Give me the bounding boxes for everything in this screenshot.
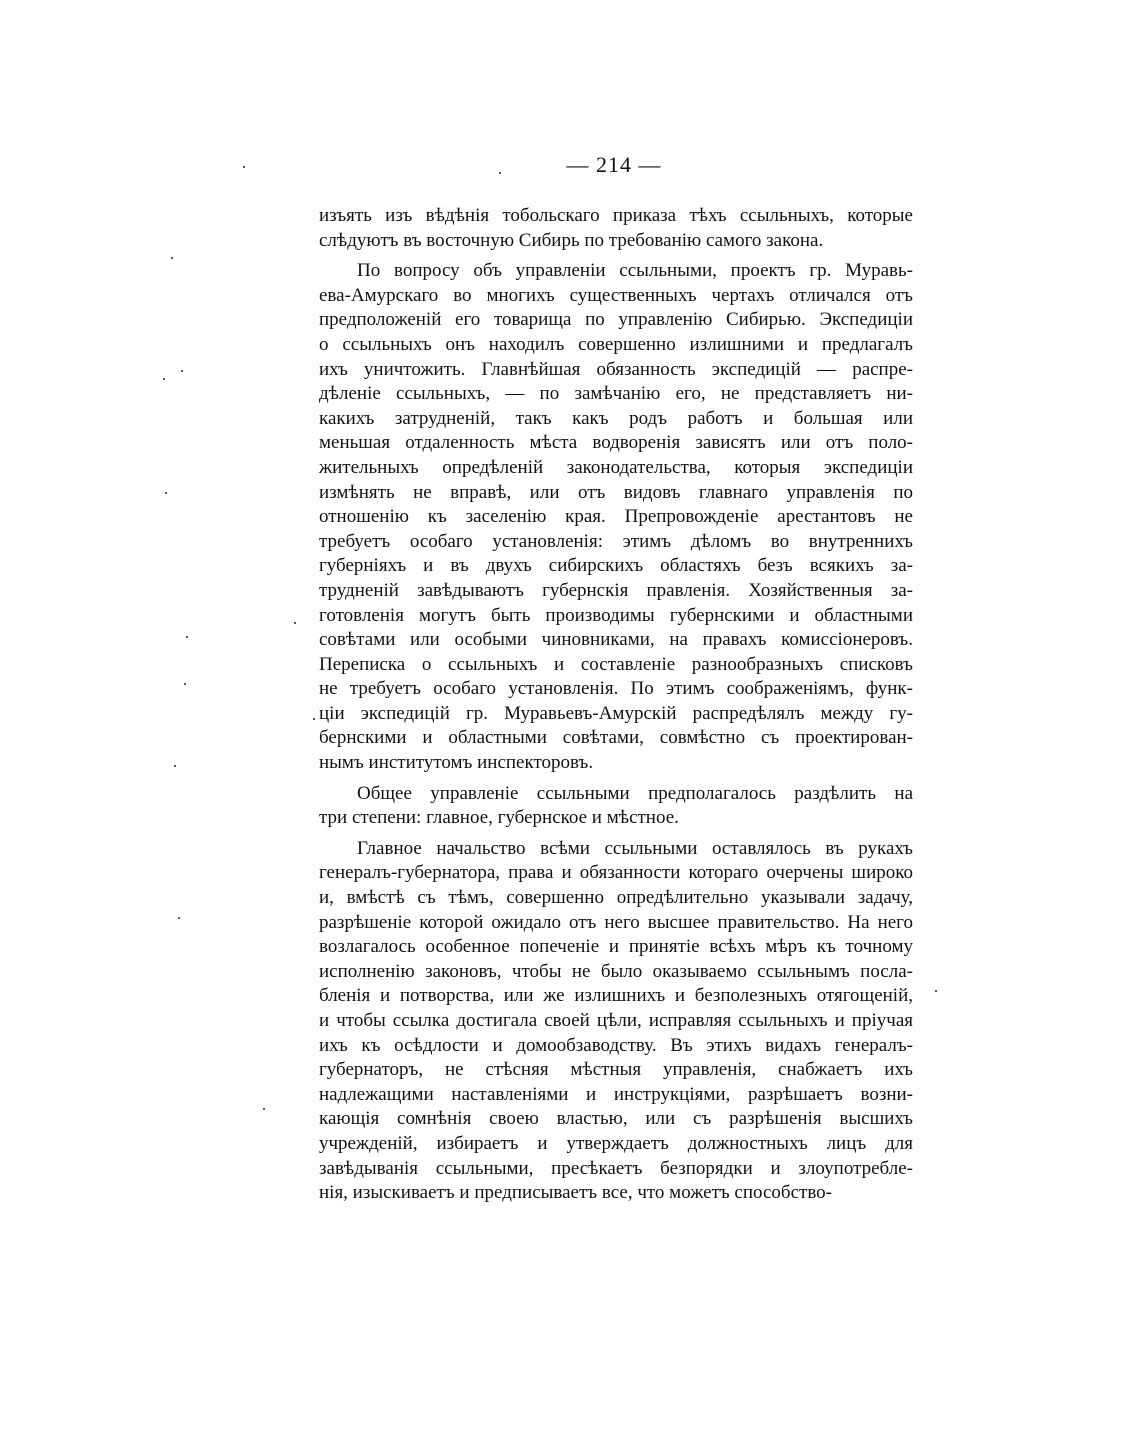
text-line: надлежащими наставленіями и инструкціями, разрѣшаетъ возни- xyxy=(319,1083,913,1105)
text-line: завѣдыванія ссыльными, пресѣкаетъ безпорядки и злоупотребле- xyxy=(319,1157,913,1179)
scan-speck xyxy=(263,1108,265,1110)
text-line: слѣдуютъ въ восточную Сибирь по требованію самого закона. xyxy=(319,229,824,251)
scan-speck xyxy=(935,990,937,992)
scan-speck xyxy=(313,718,315,720)
text-line: три степени: главное, губернское и мѣстное. xyxy=(319,807,679,829)
text-line: нымъ институтомъ инспекторовъ. xyxy=(319,752,594,774)
scan-speck xyxy=(163,378,165,380)
text-line: и, вмѣстѣ съ тѣмъ, совершенно опредѣлительно указывали задачу, xyxy=(319,887,913,909)
text-line: меньшая отдаленность мѣста водворенія зависятъ или отъ поло- xyxy=(319,432,913,454)
page-number: — 214 — xyxy=(566,152,662,177)
text-line: готовленія могутъ быть производимы губернскими и областными xyxy=(319,604,913,626)
text-line: совѣтами или особыми чиновниками, на правахъ комиссіонеровъ. xyxy=(319,629,913,651)
text-line: какихъ затрудненій, такъ какъ родъ работъ и большая или xyxy=(319,407,913,429)
scan-speck xyxy=(178,917,180,919)
text-line: измѣнять не вправѣ, или отъ видовъ главнаго управленія по xyxy=(319,481,913,503)
scan-speck xyxy=(184,683,186,685)
text-line: генералъ-губернатора, права и обязанности котораго очерчены широко xyxy=(319,862,913,884)
text-line: предположеній его товарища по управленію Сибирью. Экспедиціи xyxy=(319,309,913,331)
scan-speck xyxy=(186,636,188,638)
text-line: ева-Амурскаго во многихъ существенныхъ чертахъ отличался отъ xyxy=(319,284,913,306)
text-line: отношенію къ заселенію края. Препровожденіе арестантовъ не xyxy=(319,506,913,528)
text-line: изъять изъ вѣдѣнія тобольскаго приказа тѣхъ ссыльныхъ, которые xyxy=(319,205,913,226)
text-line: жительныхъ опредѣленій законодательства, которыя экспедиціи xyxy=(319,456,913,478)
text-line: губернаторъ, не стѣсняя мѣстныя управленія, снабжаетъ ихъ xyxy=(319,1059,913,1081)
scan-speck xyxy=(499,172,501,174)
scan-speck xyxy=(165,492,167,494)
scan-speck xyxy=(243,166,245,168)
text-line: о ссыльныхъ онъ находилъ совершенно излишними и предлагалъ xyxy=(319,333,913,355)
text-line: Переписка о ссыльныхъ и составленіе разнообразныхъ списковъ xyxy=(319,653,913,675)
text-line: трудненій завѣдываютъ губернскія правленія. Хозяйственныя за- xyxy=(319,579,913,601)
text-line: Общее управленіе ссыльными предполагалось раздѣлить на xyxy=(357,782,913,804)
text-line: учрежденій, избираетъ и утверждаетъ должностныхъ лицъ для xyxy=(319,1132,913,1154)
text-line: возлагалось особенное попеченіе и принятіе всѣхъ мѣръ къ точному xyxy=(319,936,913,958)
text-line: бернскими и областными совѣтами, совмѣстно съ проектирован- xyxy=(319,727,913,749)
text-line: нія, изыскиваетъ и предписываетъ все, что можетъ способство- xyxy=(319,1182,832,1204)
text-line: не требуетъ особаго установленія. По этимъ соображеніямъ, функ- xyxy=(319,678,913,700)
text-line: По вопросу объ управленіи ссыльными, проектъ гр. Муравь- xyxy=(357,260,913,282)
text-line: разрѣшеніе которой ожидало отъ него высшее правительство. На него xyxy=(319,911,913,933)
text-line: исполненію законовъ, чтобы не было оказываемо ссыльнымъ посла- xyxy=(319,960,913,982)
text-line: и чтобы ссылка достигала своей цѣли, исправляя ссыльныхъ и пріучая xyxy=(319,1010,913,1031)
text-line: Главное начальство всѣми ссыльными оставлялось въ рукахъ xyxy=(357,837,913,859)
text-line: ціи экспедицій гр. Муравьевъ-Амурскій распредѣлялъ между гу- xyxy=(319,702,913,724)
text-line: ихъ къ осѣдлости и домообзаводству. Въ этихъ видахъ генералъ- xyxy=(319,1034,913,1056)
scan-speck xyxy=(181,370,183,372)
body-text xyxy=(319,204,913,1206)
text-line: губерніяхъ и въ двухъ сибирскихъ областяхъ безъ всякихъ за- xyxy=(319,555,913,577)
scan-speck xyxy=(174,765,176,767)
scan-speck xyxy=(171,257,173,259)
text-line: бленія и потворства, или же излишнихъ и безполезныхъ отягощеній, xyxy=(319,985,913,1007)
text-line: требуетъ особаго установленія: этимъ дѣломъ во внутреннихъ xyxy=(319,530,913,552)
text-line: кающія сомнѣнія своею властью, или съ разрѣшенія высшихъ xyxy=(319,1108,913,1130)
scan-speck xyxy=(294,622,296,624)
text-line: ихъ уничтожить. Главнѣйшая обязанность экспедицій — распре- xyxy=(319,358,913,380)
text-line: дѣленіе ссыльныхъ, — по замѣчанію его, не представляетъ ни- xyxy=(319,383,913,405)
